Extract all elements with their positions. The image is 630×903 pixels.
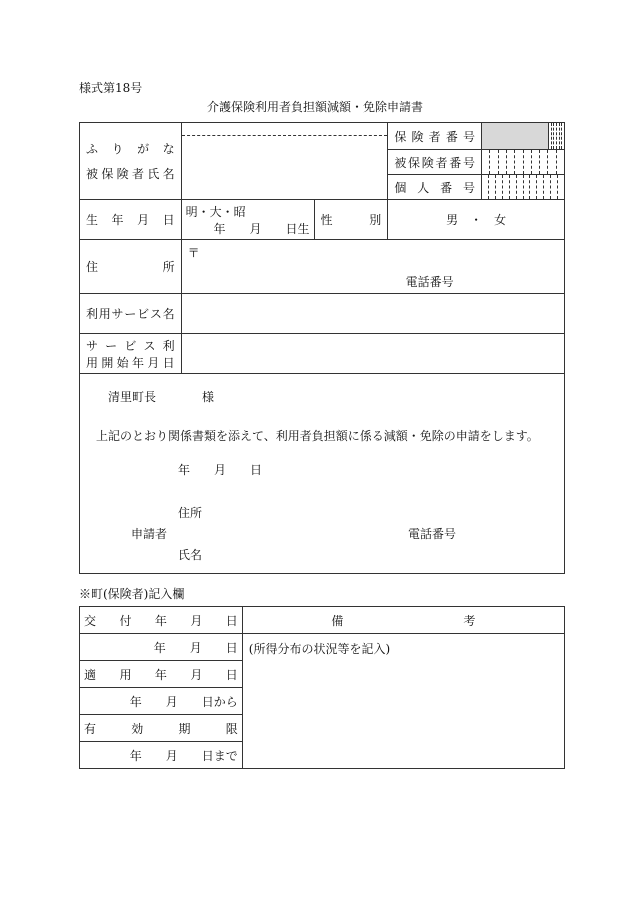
dob-label-cell [80,200,182,240]
validity-label: 有効期限 [84,721,238,736]
effective-date-value: 年 月 日から [129,694,238,709]
form-title: 介護保険利用者負担額減額・免除申請書 [206,100,423,114]
insured-no-field[interactable] [482,150,565,175]
name-input-area[interactable] [181,123,388,200]
remarks-field[interactable] [242,634,564,769]
declaration-section [80,374,565,574]
personal-no-field[interactable] [482,175,565,200]
applicant-address-label: 住所 [178,506,203,520]
effective-date-label: 適用年月日 [84,667,238,682]
dob-label: 生年月日 [86,213,175,227]
service-start-label-1: サービス利 [86,338,175,353]
issue-date-label-cell [80,607,243,634]
service-start-label-2: 用開始年月日 [86,355,175,370]
insurer-no-label: 保険者番号 [394,129,476,144]
validity-field[interactable] [80,742,243,769]
era-options: 明・大・昭 [185,204,246,219]
validity-value: 年 月 日まで [129,748,238,763]
honorific: 様 [202,390,215,404]
sex-options[interactable]: 男 ・ 女 [446,213,507,227]
insured-no-label-cell [388,150,482,175]
service-start-label-cell [80,334,182,374]
postal-mark: 〒 [187,246,200,260]
validity-label-cell [80,715,243,742]
service-name-label: 利用サービス名 [86,307,175,321]
insurer-no-label-cell [388,123,482,150]
effective-date-field[interactable] [80,688,243,715]
applicant-label: 申請者 [131,527,168,541]
addressee: 清里町長 [108,390,157,404]
office-use-heading: ※町(保険者)記入欄 [79,587,185,601]
applicant-phone-label: 電話番号 [408,527,457,541]
sex-label-cell [314,200,388,240]
personal-no-label-cell [388,175,482,200]
personal-no-digits[interactable] [482,175,564,199]
service-name-field[interactable] [181,294,564,334]
insured-no-label: 被保険者番号 [394,155,476,170]
issue-date-value: 年 月 日 [153,640,238,655]
insurer-no-field[interactable] [482,123,565,150]
name-label-cell [80,123,182,200]
remarks-header: 備 考 [331,613,476,628]
insurer-no-shaded [482,123,549,149]
remarks-header-cell [242,607,564,634]
application-table [79,122,565,574]
service-start-field[interactable] [181,334,564,374]
form-number: 様式第18号 [79,81,143,95]
sex-field[interactable] [388,200,565,240]
furigana-label: ふりがな [86,142,175,156]
effective-date-label-cell [80,661,243,688]
sex-label: 性別 [320,213,382,227]
declaration-statement: 上記のとおり関係書類を添えて、利用者負担額に係る減額・免除の申請をします。 [96,429,539,443]
declaration-date[interactable]: 年 月 日 [178,463,263,477]
applicant-name-label: 氏名 [178,548,203,562]
personal-no-label: 個人番号 [394,180,476,195]
insured-name-label: 被保険者氏名 [86,167,175,181]
address-phone-label: 電話番号 [405,275,454,289]
office-use-table [79,606,565,769]
address-field[interactable] [181,240,564,294]
dob-suffix: 年 月 日生 [213,221,310,236]
issue-date-label: 交付年月日 [84,613,238,628]
issue-date-field[interactable] [80,634,243,661]
service-name-label-cell [80,294,182,334]
insured-no-digits[interactable] [482,150,564,174]
address-label: 住所 [86,260,175,274]
remarks-note: (所得分布の状況等を記入) [248,642,391,656]
furigana-divider [182,135,388,136]
address-label-cell [80,240,182,294]
dob-field[interactable] [181,200,314,240]
insurer-no-digits[interactable] [549,123,564,149]
